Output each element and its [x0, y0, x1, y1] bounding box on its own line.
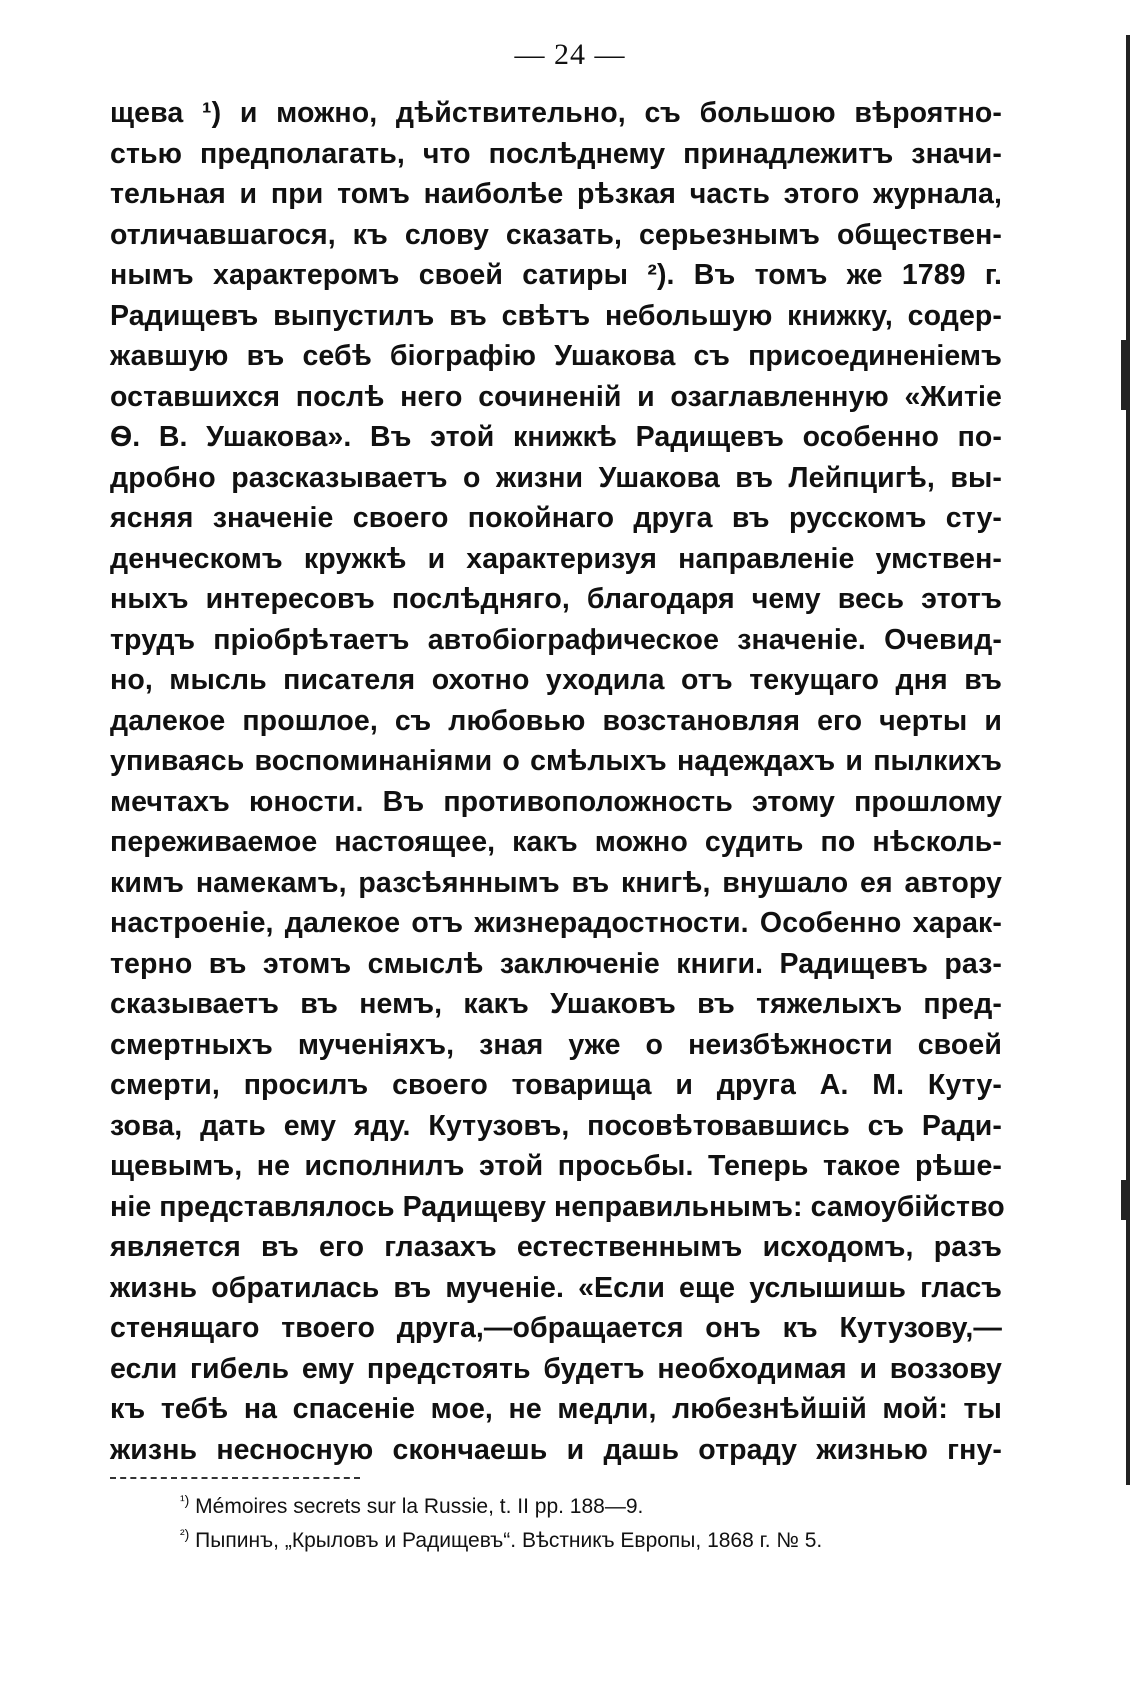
footnote-marker: ²) [180, 1526, 190, 1542]
text-line: Ѳ. В. Ушакова». Въ этой книжкѣ Радищевъ особенно по- [110, 421, 1002, 453]
text-line: ніе представлялось Радищеву неправильнымъ: самоубійство [110, 1190, 1005, 1223]
text-line: трудъ пріобрѣтаетъ автобіографическое значеніе. Очевид- [110, 623, 1002, 656]
text-line: тельная и при томъ наиболѣе рѣзкая часть этого журнала, [110, 178, 1002, 210]
text-line: сказываетъ въ немъ, какъ Ушаковъ въ тяжелыхъ пред- [110, 988, 1002, 1020]
text-line: если гибель ему предстоять будетъ необходимая и воззову [110, 1352, 1002, 1385]
text-line: стенящаго твоего друга,—обращается онъ къ Кутузову,— [110, 1312, 1002, 1344]
footnote-text: Пыпинъ, „Крыловъ и Радищевъ“. Вѣстникъ Европы, 1868 г. № 5. [195, 1529, 823, 1552]
text-line: ясняя значеніе своего покойнаго друга въ русскомъ сту- [110, 502, 1002, 534]
text-line: стью предполагать, что послѣднему принадлежитъ значи- [110, 137, 1002, 170]
footnote-divider [110, 1477, 360, 1479]
text-line: является въ его глазахъ естественнымъ исходомъ, разъ [110, 1231, 1002, 1263]
margin-mark [1121, 1180, 1128, 1220]
text-line: но, мысль писателя охотно уходила отъ текущаго дня въ [110, 664, 1002, 696]
text-line: кимъ намекамъ, разсѣяннымъ въ книгѣ, внушало ея автору [110, 866, 1002, 899]
text-line: дробно разсказываетъ о жизни Ушакова въ Лейпцигѣ, вы- [110, 461, 1002, 494]
text-line: Радищевъ выпустилъ въ свѣтъ небольшую книжку, содер- [110, 299, 1002, 332]
text-line: переживаемое настоящее, какъ можно судить по нѣсколь- [110, 826, 1002, 858]
text-line: денческомъ кружкѣ и характеризуя направленіе умствен- [110, 542, 1002, 575]
text-line: мечтахъ юности. Въ противоположность этому прошлому [110, 785, 1002, 818]
margin-mark [1121, 340, 1130, 410]
text-line: смерти, просилъ своего товарища и друга А. М. Куту- [110, 1069, 1002, 1101]
text-line: настроеніе, далекое отъ жизнерадостности. Особенно харак- [110, 907, 1002, 939]
text-line: терно въ этомъ смыслѣ заключеніе книги. Радищевъ раз- [110, 947, 1002, 980]
page-number: — 24 — [514, 38, 626, 71]
footnotes [180, 1490, 1020, 1558]
body-text [110, 93, 1005, 1470]
text-line: жавшую въ себѣ біографію Ушакова съ присоединеніемъ [110, 340, 1002, 372]
footnote-marker: ¹) [180, 1492, 190, 1508]
text-line: отличавшагося, къ слову сказать, серьезнымъ обществен- [110, 218, 1002, 251]
text-line: смертныхъ мученіяхъ, зная уже о неизбѣжности своей [110, 1028, 1002, 1061]
footnote-2 [180, 1524, 1020, 1558]
text-line: зова, дать ему яду. Кутузовъ, посовѣтовавшись съ Ради- [110, 1109, 1002, 1142]
text-line: жизнь обратилась въ мученіе. «Если еще услышишь гласъ [110, 1271, 1002, 1304]
text-line: щева ¹) и можно, дѣйствительно, съ большою вѣроятно- [110, 97, 1002, 129]
text-line: щевымъ, не исполнилъ этой просьбы. Теперь такое рѣше- [110, 1150, 1002, 1182]
footnote-1 [180, 1490, 1020, 1524]
text-line: упиваясь воспоминаніями о смѣлыхъ надеждахъ и пылкихъ [110, 745, 1002, 777]
margin-rule [1126, 35, 1130, 1485]
footnote-text: Mémoires secrets sur la Russie, t. II pp. 188—9. [195, 1495, 644, 1518]
text-line: къ тебѣ на спасеніе мое, не медли, любезнѣйшій мой: ты [110, 1393, 1002, 1425]
text-line: ныхъ интересовъ послѣдняго, благодаря чему весь этотъ [110, 583, 1002, 615]
text-line: оставшихся послѣ него сочиненій и озаглавленную «Житіе [110, 380, 1002, 413]
text-line: далекое прошлое, съ любовью возстановляя его черты и [110, 704, 1002, 737]
text-line: жизнь несносную скончаешь и дашь отраду жизнью гну- [110, 1433, 1002, 1466]
text-line: нымъ характеромъ своей сатиры ²). Въ томъ же 1789 г. [110, 259, 1002, 291]
